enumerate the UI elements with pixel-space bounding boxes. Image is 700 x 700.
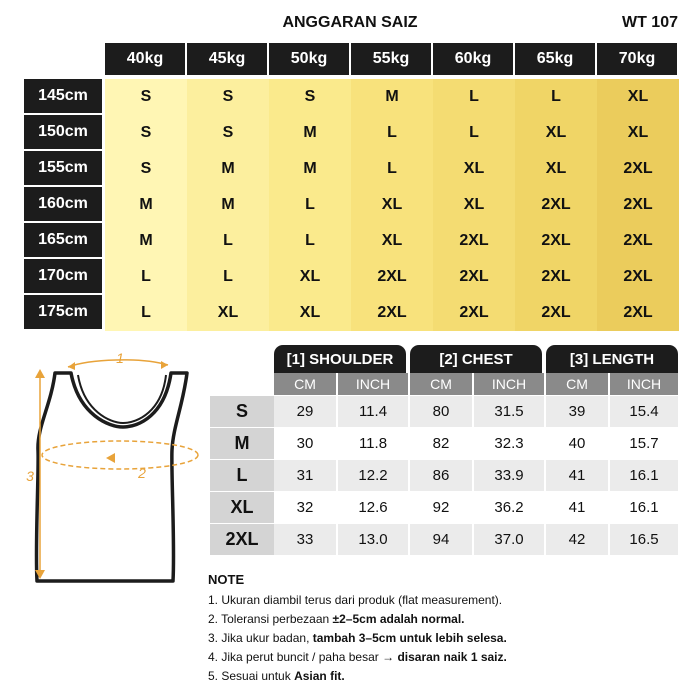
- size-label: XL: [210, 492, 274, 523]
- size-label: L: [210, 460, 274, 491]
- size-label: 2XL: [210, 524, 274, 555]
- measurement-value: 12.2: [338, 460, 408, 491]
- note-emphasis: disaran naik 1 saiz.: [397, 650, 507, 664]
- note-text: Jika perut buncit / paha besar →: [221, 650, 398, 664]
- size-cell: 2XL: [433, 295, 515, 331]
- note-item: [208, 612, 465, 626]
- measurement-value: 31.5: [474, 396, 544, 427]
- measurement-value: 29: [274, 396, 336, 427]
- height-header: 150cm: [24, 115, 102, 149]
- measurement-value: 16.1: [610, 460, 678, 491]
- size-cell: XL: [433, 151, 515, 187]
- measurement-value: 42: [546, 524, 608, 555]
- size-cell: 2XL: [597, 223, 679, 259]
- size-cell: M: [105, 187, 187, 223]
- measurement-value: 32.3: [474, 428, 544, 459]
- size-cell: XL: [597, 115, 679, 151]
- measurement-value: 12.6: [338, 492, 408, 523]
- measurement-value: 16.5: [610, 524, 678, 555]
- measurement-value: 33: [274, 524, 336, 555]
- size-cell: XL: [269, 259, 351, 295]
- note-item: [208, 650, 507, 664]
- note-text: Toleransi perbezaan: [221, 612, 333, 626]
- unit-header: CM: [274, 373, 336, 395]
- size-cell: L: [269, 223, 351, 259]
- size-cell: S: [187, 79, 269, 115]
- size-cell: XL: [187, 295, 269, 331]
- height-header: 145cm: [24, 79, 102, 113]
- size-label: S: [210, 396, 274, 427]
- size-cell: L: [433, 115, 515, 151]
- note-text: Jika ukur badan,: [221, 631, 313, 645]
- measurement-value: 31: [274, 460, 336, 491]
- measurement-value: 33.9: [474, 460, 544, 491]
- size-cell: 2XL: [351, 259, 433, 295]
- measurement-value: 94: [410, 524, 472, 555]
- unit-header: INCH: [474, 373, 544, 395]
- group-separator: [408, 373, 410, 555]
- weight-header: 45kg: [187, 43, 267, 75]
- size-cell: 2XL: [597, 151, 679, 187]
- note-title: NOTE: [208, 572, 245, 587]
- size-cell: S: [105, 151, 187, 187]
- weight-header: 60kg: [433, 43, 513, 75]
- note-item: [208, 593, 502, 607]
- size-cell: L: [187, 223, 269, 259]
- size-cell: L: [187, 259, 269, 295]
- measurement-value: 36.2: [474, 492, 544, 523]
- size-cell: 2XL: [515, 223, 597, 259]
- size-cell: XL: [515, 151, 597, 187]
- unit-header: CM: [410, 373, 472, 395]
- tank-top-outline: [36, 373, 187, 581]
- size-cell: L: [433, 79, 515, 115]
- size-cell: 2XL: [515, 295, 597, 331]
- size-cell: S: [105, 115, 187, 151]
- note-text: Ukuran diambil terus dari produk (flat measurement).: [221, 593, 503, 607]
- size-cell: M: [351, 79, 433, 115]
- size-cell: M: [187, 187, 269, 223]
- size-label: M: [210, 428, 274, 459]
- unit-header: INCH: [338, 373, 408, 395]
- size-cell: 2XL: [433, 223, 515, 259]
- height-header: 170cm: [24, 259, 102, 293]
- tank-top-diagram: [20, 345, 205, 590]
- measurement-value: 15.7: [610, 428, 678, 459]
- height-header: 175cm: [24, 295, 102, 329]
- measurement-value: 86: [410, 460, 472, 491]
- chart-title: ANGGARAN SAIZ: [282, 14, 418, 31]
- height-header: 165cm: [24, 223, 102, 257]
- group-separator: [544, 373, 546, 555]
- measurement-value: 11.4: [338, 396, 408, 427]
- size-cell: 2XL: [351, 295, 433, 331]
- weight-header: 55kg: [351, 43, 431, 75]
- size-cell: L: [515, 79, 597, 115]
- measurement-value: 37.0: [474, 524, 544, 555]
- height-header: 155cm: [24, 151, 102, 185]
- measurement-value: 32: [274, 492, 336, 523]
- weight-header: 40kg: [105, 43, 185, 75]
- size-cell: S: [269, 79, 351, 115]
- unit-header: INCH: [610, 373, 678, 395]
- note-number: 2.: [208, 612, 222, 626]
- size-cell: XL: [433, 187, 515, 223]
- group-header: [2] CHEST: [410, 345, 542, 373]
- size-cell: XL: [351, 187, 433, 223]
- measurement-value: 80: [410, 396, 472, 427]
- measurement-value: 11.8: [338, 428, 408, 459]
- unit-header: CM: [546, 373, 608, 395]
- measurement-value: 13.0: [338, 524, 408, 555]
- size-cell: M: [187, 151, 269, 187]
- group-header: [3] LENGTH: [546, 345, 678, 373]
- size-cell: L: [105, 295, 187, 331]
- size-cell: XL: [269, 295, 351, 331]
- size-cell: 2XL: [433, 259, 515, 295]
- size-cell: 2XL: [515, 187, 597, 223]
- size-cell: XL: [351, 223, 433, 259]
- shoulder-label: 1: [116, 350, 124, 366]
- note-emphasis: ±2–5cm adalah normal.: [332, 612, 465, 626]
- size-cell: M: [105, 223, 187, 259]
- size-cell: XL: [515, 115, 597, 151]
- measurement-value: 40: [546, 428, 608, 459]
- measurement-value: 82: [410, 428, 472, 459]
- note-number: 4.: [208, 650, 222, 664]
- size-cell: 2XL: [515, 259, 597, 295]
- note-item: [208, 669, 345, 683]
- height-header: 160cm: [24, 187, 102, 221]
- measurement-value: 39: [546, 396, 608, 427]
- measurement-value: 16.1: [610, 492, 678, 523]
- measurement-value: 41: [546, 492, 608, 523]
- note-number: 3.: [208, 631, 222, 645]
- measurement-value: 30: [274, 428, 336, 459]
- weight-header: 70kg: [597, 43, 677, 75]
- note-emphasis: Asian fit.: [294, 669, 345, 683]
- size-cell: S: [187, 115, 269, 151]
- weight-header: 50kg: [269, 43, 349, 75]
- note-item: [208, 631, 507, 645]
- size-cell: L: [351, 115, 433, 151]
- product-code: WT 107: [621, 14, 678, 31]
- size-cell: 2XL: [597, 187, 679, 223]
- measurement-value: 92: [410, 492, 472, 523]
- weight-header: 65kg: [515, 43, 595, 75]
- note-number: 5.: [208, 669, 222, 683]
- size-cell: M: [269, 115, 351, 151]
- size-cell: XL: [597, 79, 679, 115]
- size-cell: 2XL: [597, 295, 679, 331]
- note-emphasis: tambah 3–5cm untuk lebih selesa.: [312, 631, 507, 645]
- note-number: 1.: [208, 593, 222, 607]
- length-label: 3: [26, 468, 34, 484]
- size-cell: L: [269, 187, 351, 223]
- measurement-value: 15.4: [610, 396, 678, 427]
- size-cell: L: [351, 151, 433, 187]
- note-text: Sesuai untuk: [221, 669, 295, 683]
- size-cell: 2XL: [597, 259, 679, 295]
- size-cell: S: [105, 79, 187, 115]
- chest-label: 2: [138, 465, 146, 481]
- group-header: [1] SHOULDER: [274, 345, 406, 373]
- size-cell: L: [105, 259, 187, 295]
- size-cell: M: [269, 151, 351, 187]
- measurement-value: 41: [546, 460, 608, 491]
